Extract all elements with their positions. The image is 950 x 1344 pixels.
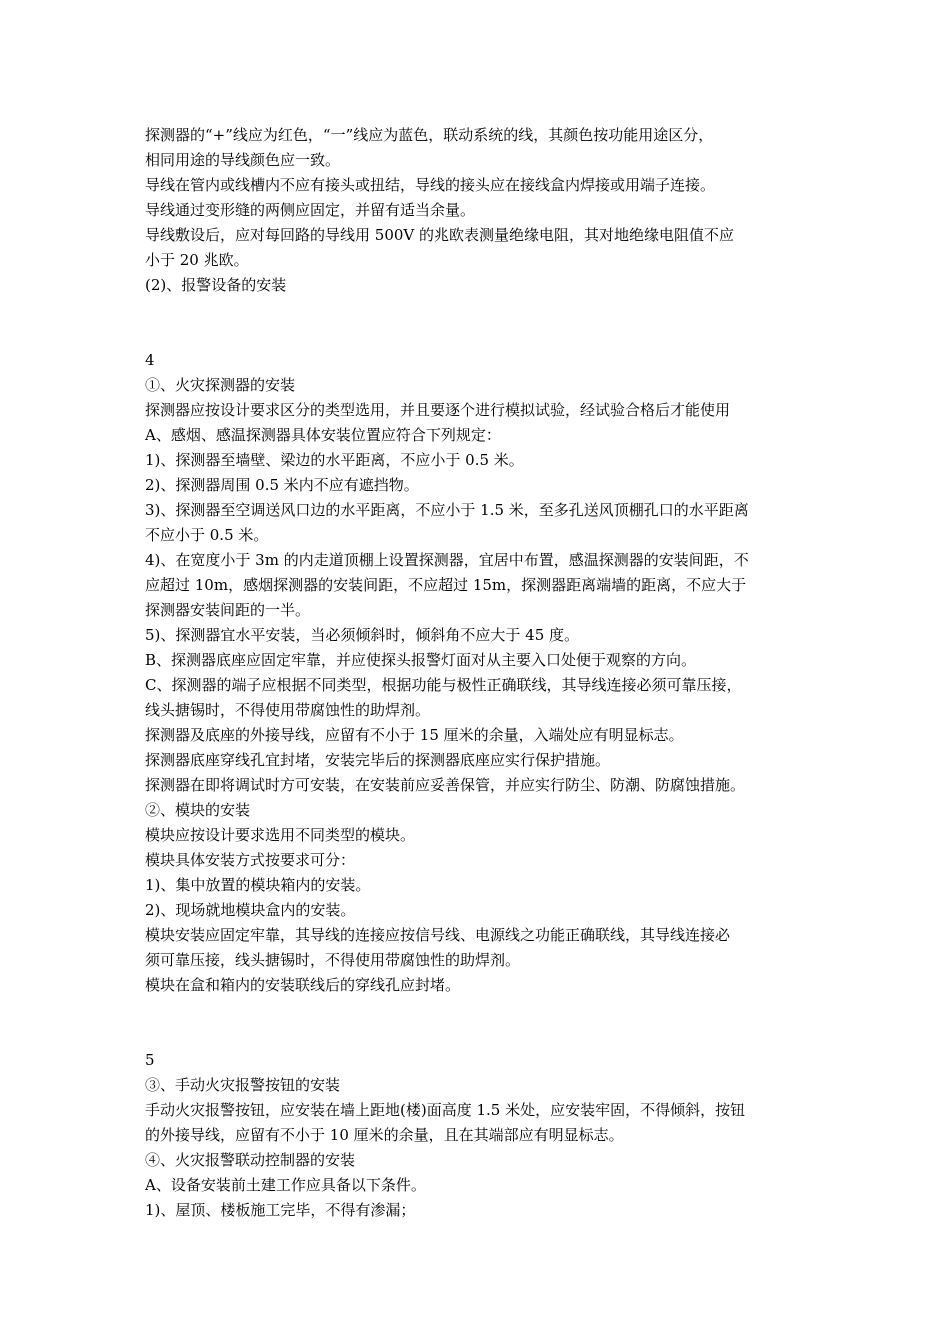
text-line: 1)、屋顶、楼板施工完毕，不得有渗漏；	[145, 1201, 416, 1219]
text-line: 2)、现场就地模块盒内的安装。	[145, 901, 356, 919]
text-line: 手动火灾报警按钮，应安装在墙上距地(楼)面高度 1.5 米处，应安装牢固，不得倾斜，按钮	[145, 1101, 746, 1119]
text-line: 须可靠压接，线头搪锡时，不得使用带腐蚀性的助焊剂。	[145, 951, 521, 969]
text-line: 探测器的“+”线应为红色，“一”线应为蓝色，联动系统的线，其颜色按功能用途区分，	[145, 126, 714, 144]
section-heading: ④、火灾报警联动控制器的安装	[145, 1151, 356, 1169]
section-heading: (2)、报警设备的安装	[145, 276, 287, 294]
text-line: B、探测器底座应固定牢靠，并应使探头报警灯面对从主要入口处便于观察的方向。	[145, 651, 697, 669]
text-line: 探测器在即将调试时方可安装，在安装前应妥善保管，并应实行防尘、防潮、防腐蚀措施。	[145, 776, 746, 794]
text-line: 不应小于 0.5 米。	[145, 526, 269, 544]
text-line: 相同用途的导线颜色应一致。	[145, 151, 341, 169]
text-line: 1)、集中放置的模块箱内的安装。	[145, 876, 371, 894]
text-line: 模块安装应固定牢靠，其导线的连接应按信号线、电源线之功能正确联线，其导线连接必	[145, 926, 731, 944]
section-heading: ③、手动火灾报警按钮的安装	[145, 1076, 341, 1094]
text-line: 模块应按设计要求选用不同类型的模块。	[145, 826, 416, 844]
text-line: A、感烟、感温探测器具体安装位置应符合下列规定：	[145, 426, 501, 444]
text-line: 1)、探测器至墙壁、梁边的水平距离，不应小于 0.5 米。	[145, 451, 524, 469]
section-heading: ①、火灾探测器的安装	[145, 376, 296, 394]
text-line: 探测器及底座的外接导线，应留有不小于 15 厘米的余量，入端处应有明显标志。	[145, 726, 684, 744]
text-line: 导线敷设后，应对每回路的导线用 500V 的兆欧表测量绝缘电阻，其对地绝缘电阻值不应	[145, 226, 735, 244]
text-line: 应超过 10m，感烟探测器的安装间距，不应超过 15m，探测器距离端墙的距离，不应大于	[145, 576, 747, 594]
text-line: 小于 20 兆欧。	[145, 251, 249, 269]
section-heading: ②、模块的安装	[145, 801, 251, 819]
text-line: 线头搪锡时，不得使用带腐蚀性的助焊剂。	[145, 701, 431, 719]
text-line: 的外接导线，应留有不小于 10 厘米的余量，且在其端部应有明显标志。	[145, 1126, 624, 1144]
text-line: A、设备安装前土建工作应具备以下条件。	[145, 1176, 426, 1194]
text-line: 探测器应按设计要求区分的类型选用，并且要逐个进行模拟试验，经试验合格后才能使用	[145, 401, 731, 419]
text-line: 3)、探测器至空调送风口边的水平距离，不应小于 1.5 米，至多孔送风顶棚孔口的水平距离	[145, 501, 749, 519]
text-line: C、探测器的端子应根据不同类型，根据功能与极性正确联线，其导线连接必须可靠压接，	[145, 676, 742, 694]
text-line: 模块在盒和箱内的安装联线后的穿线孔应封堵。	[145, 976, 461, 994]
page-number: 5	[145, 1051, 155, 1069]
text-line: 探测器底座穿线孔宜封堵，安装完毕后的探测器底座应实行保护措施。	[145, 751, 611, 769]
text-line: 2)、探测器周围 0.5 米内不应有遮挡物。	[145, 476, 419, 494]
text-line: 导线在管内或线槽内不应有接头或扭结，导线的接头应在接线盒内焊接或用端子连接。	[145, 176, 716, 194]
text-line: 探测器安装间距的一半。	[145, 601, 311, 619]
text-line: 5)、探测器宜水平安装，当必须倾斜时，倾斜角不应大于 45 度。	[145, 626, 580, 644]
text-line: 导线通过变形缝的两侧应固定，并留有适当余量。	[145, 201, 476, 219]
text-line: 模块具体安装方式按要求可分：	[145, 851, 356, 869]
text-line: 4)、在宽度小于 3m 的内走道顶棚上设置探测器，宜居中布置，感温探测器的安装间距，不	[145, 551, 749, 569]
page-number: 4	[145, 351, 155, 369]
